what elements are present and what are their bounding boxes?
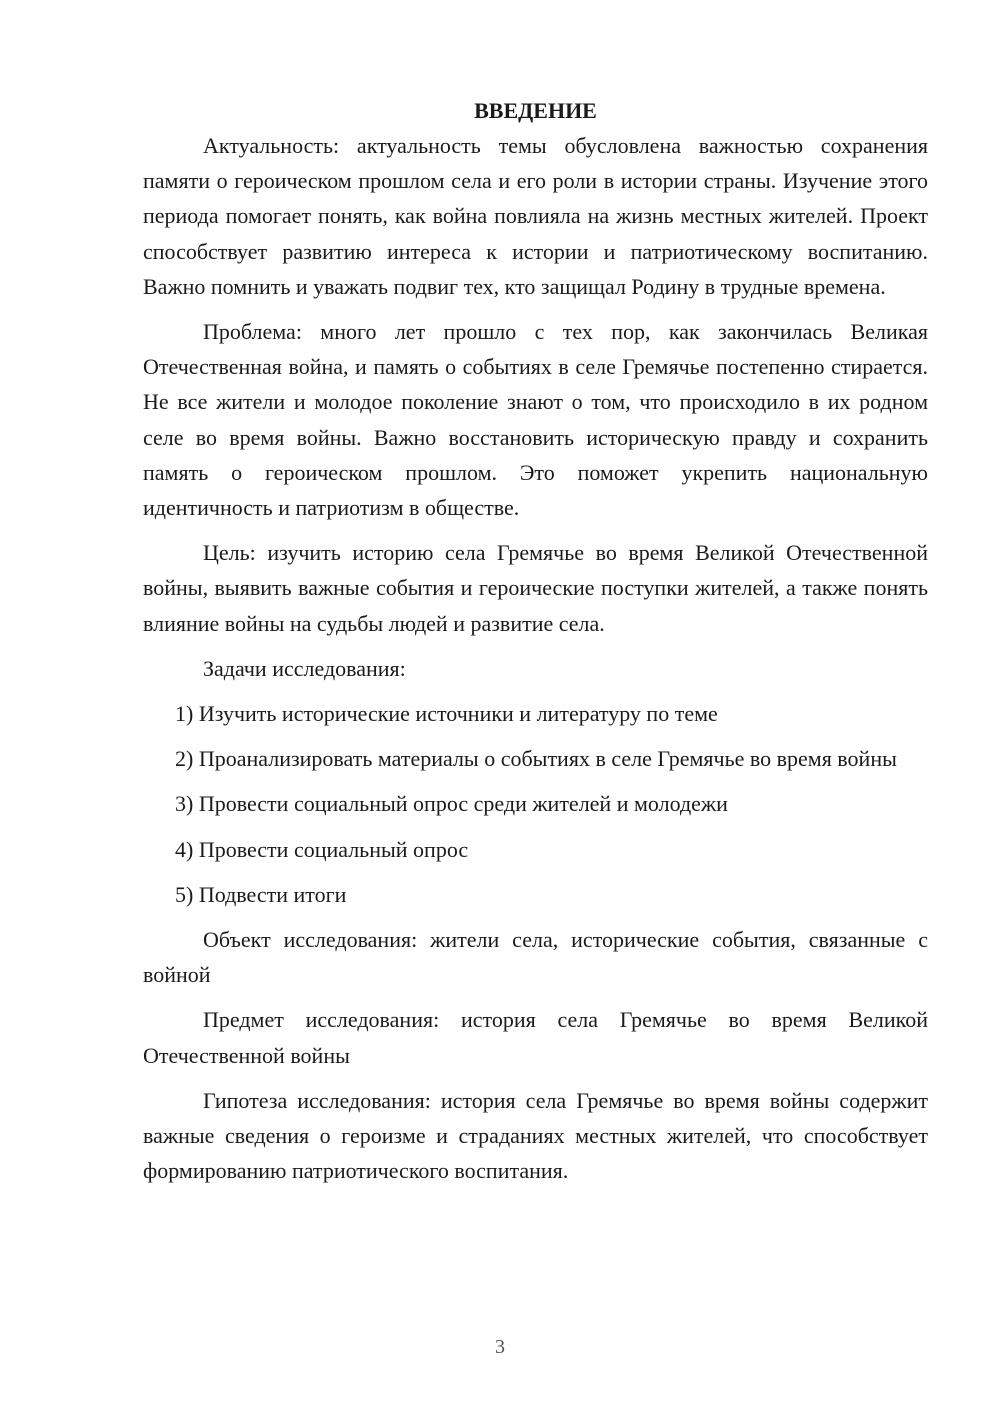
task-item-4: 4) Провести социальный опрос: [175, 836, 469, 862]
object-paragraph: Объект исследования: жители села, исторические события, связанные с войной: [143, 927, 928, 988]
task-item-5: 5) Подвести итоги: [175, 881, 347, 907]
hypothesis-paragraph: Гипотеза исследования: история села Гремячье во время войны содержит важные сведения о героизме и страданиях местных жителей, что способствует формированию патриотического воспитания.: [143, 1087, 928, 1184]
tasks-heading: Задачи исследования:: [203, 655, 406, 681]
page-number: 3: [495, 1336, 505, 1358]
task-item-3: 3) Провести социальный опрос среди жителей и молодежи: [175, 791, 728, 817]
problem-paragraph: Проблема: много лет прошло с тех пор, как закончилась Великая Отечественная война, и память о событиях в селе Гремячье постепенно стирается. Не все жители и молодое поколение знают о том, что происходило в их родном селе во время войны. Важно восстановить историческую правду и сохранить память о героическом прошлом. Это поможет укрепить национальную идентичность и патриотизм в обществе.: [143, 319, 928, 521]
document-page: [143, 93, 928, 1188]
task-item-2: 2) Проанализировать материалы о событиях в селе Гремячье во время войны: [175, 746, 897, 772]
relevance-paragraph: Актуальность: актуальность темы обусловлена важностью сохранения памяти о героическом прошлом села и его роли в истории страны. Изучение этого периода помогает понять, как война повлияла на жизнь местных жителей. Проект способствует развитию интереса к истории и патриотическому воспитанию. Важно помнить и уважать подвиг тех, кто защищал Родину в трудные времена.: [143, 133, 928, 299]
page-title: ВВЕДЕНИЕ: [474, 98, 597, 123]
goal-paragraph: Цель: изучить историю села Гремячье во время Великой Отечественной войны, выявить важные события и героические поступки жителей, а также понять влияние войны на судьбы людей и развитие села.: [143, 540, 928, 636]
task-item-1: 1) Изучить исторические источники и литературу по теме: [175, 701, 718, 727]
subject-paragraph: Предмет исследования: история села Гремячье во время Великой Отечественной войны: [143, 1007, 928, 1068]
